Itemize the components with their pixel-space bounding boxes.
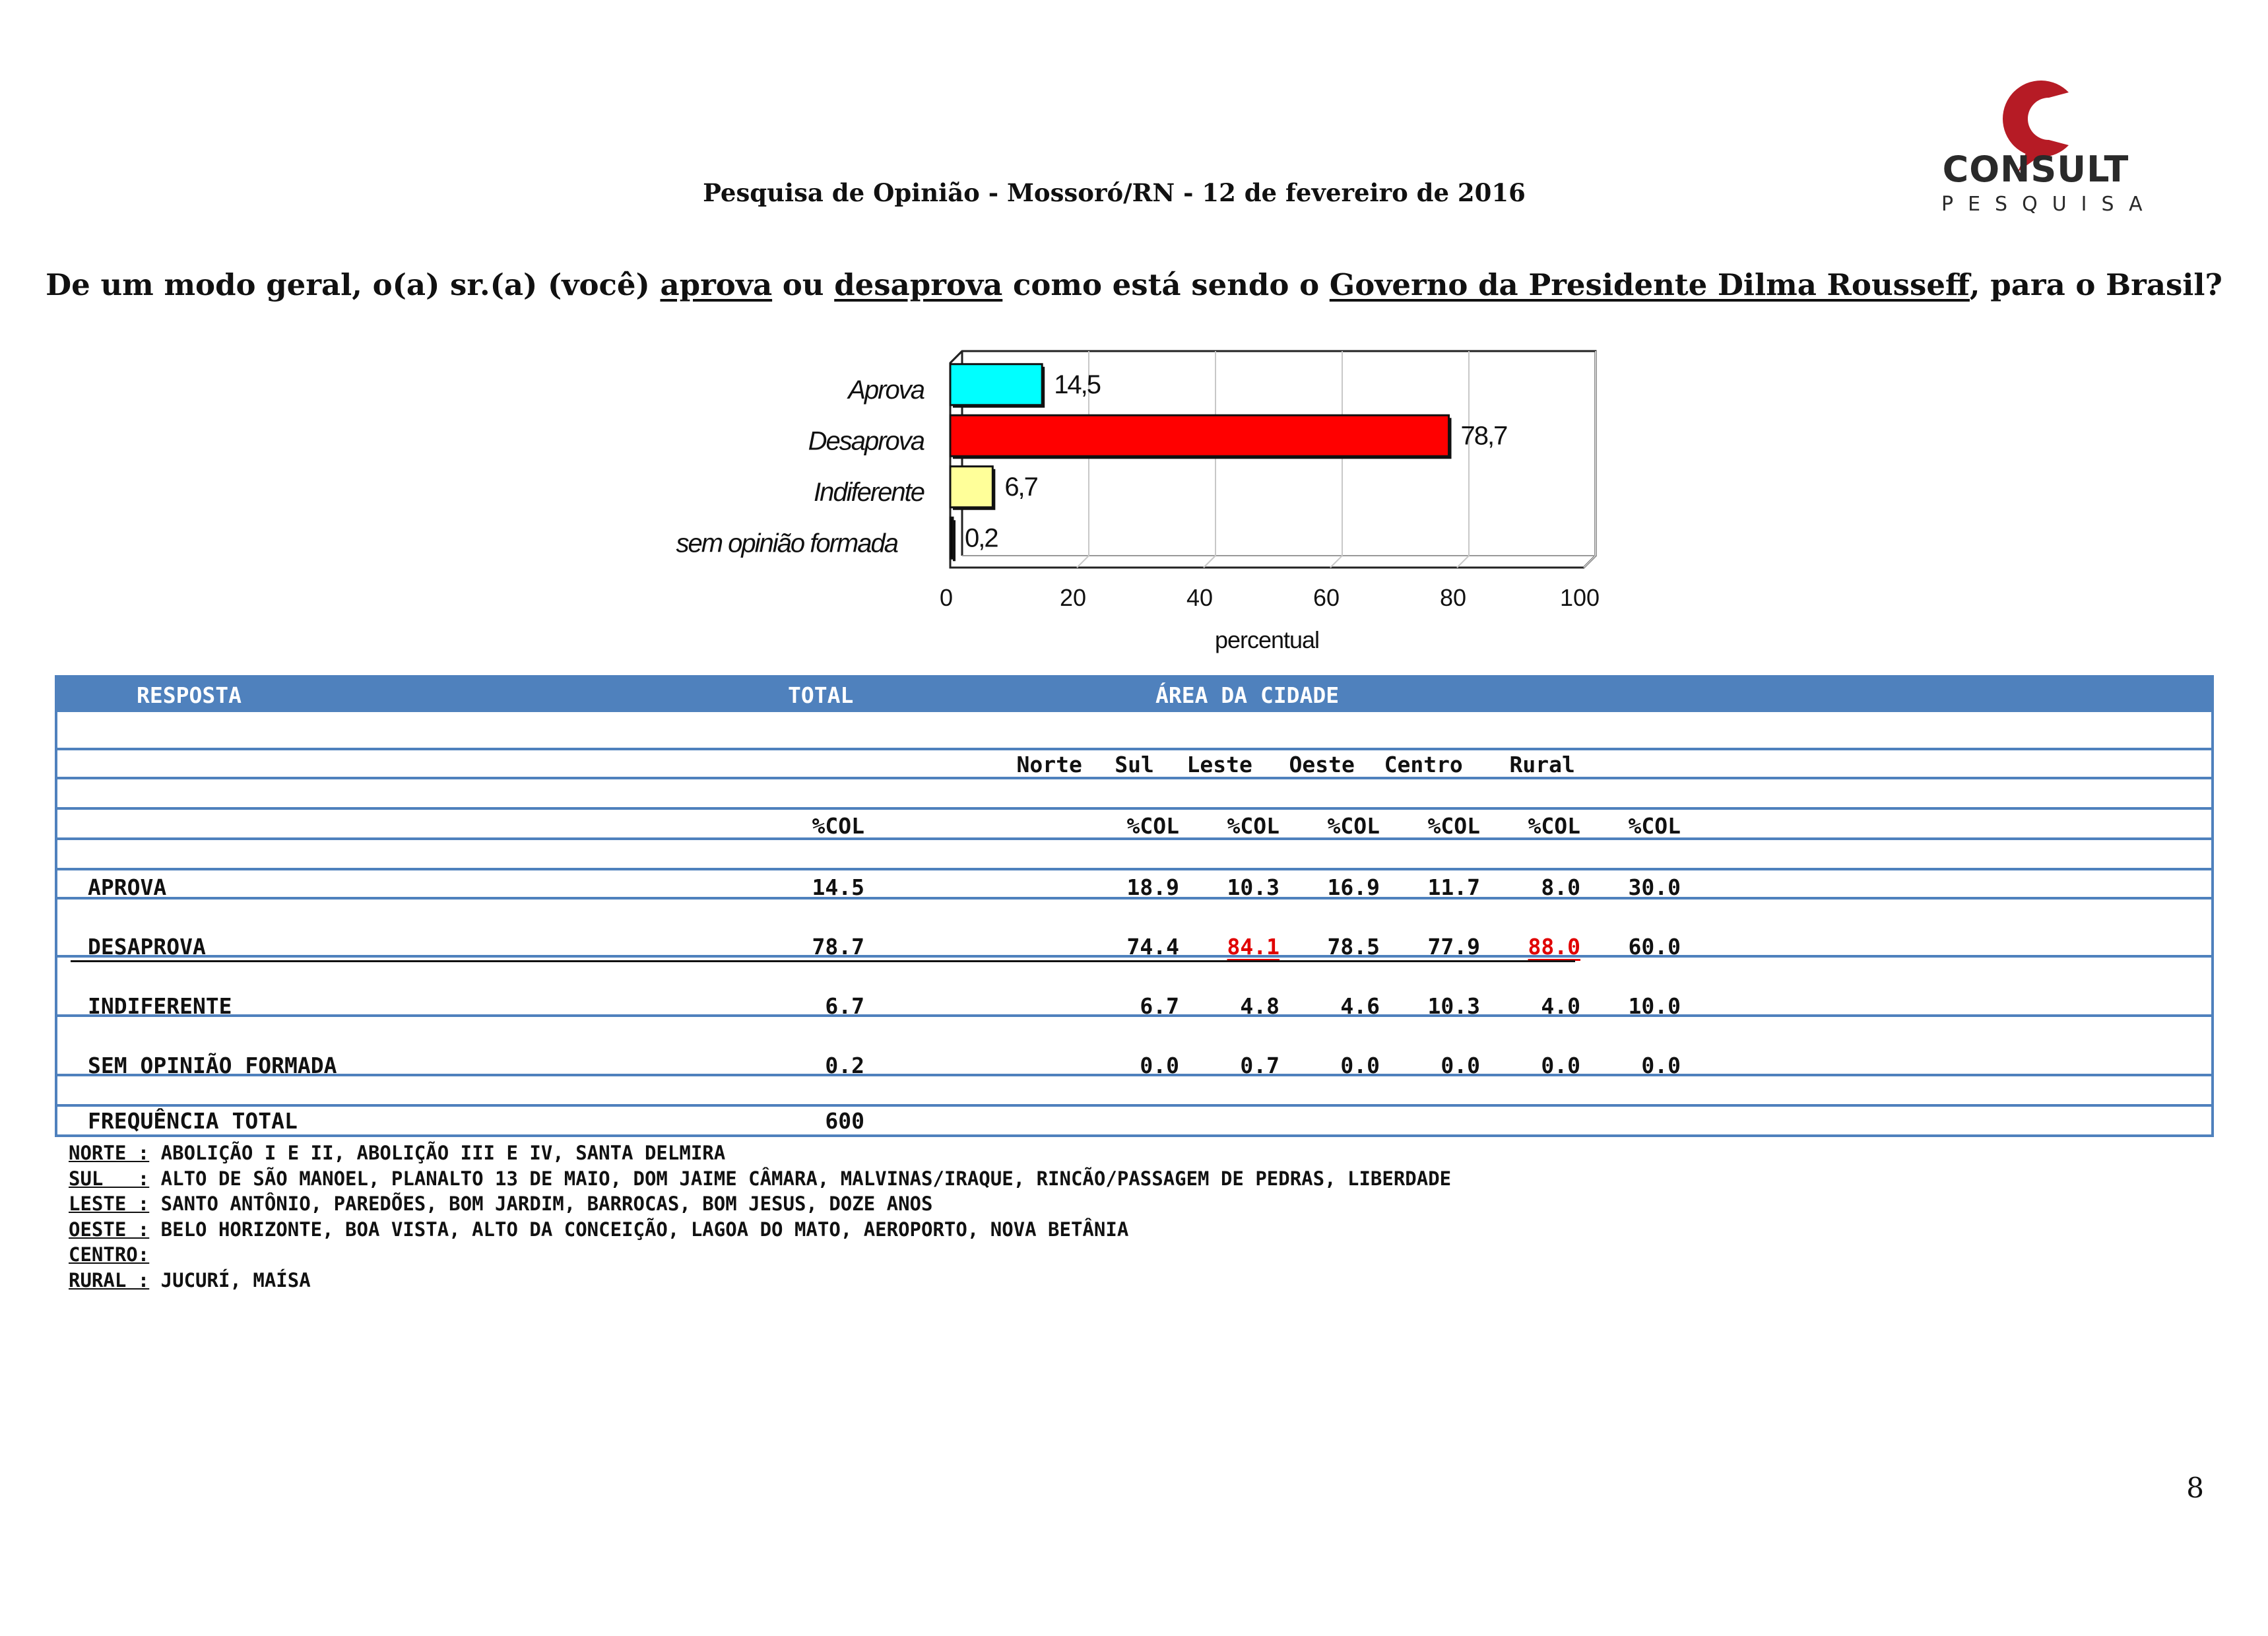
col-label-4: %COL [1528,813,1580,839]
area-name-centro: Centro [1384,752,1463,777]
col-label-5: %COL [1628,813,1681,839]
row-label: SEM OPINIÃO FORMADA [88,1053,337,1078]
header-total: TOTAL [788,682,854,708]
row-total: 0.2 [825,1053,864,1078]
area-name-rural: Rural [1509,752,1575,777]
freq-label: FREQUÊNCIA TOTAL [88,1108,298,1134]
cell-value: 0.0 [1641,1053,1681,1078]
bar-value-label: 14,5 [1054,370,1101,399]
col-label-0: %COL [1126,813,1179,839]
category-label: Desaprova [808,426,924,456]
note-text: BELO HORIZONTE, BOA VISTA, ALTO DA CONCEIÇÃO, LAGOA DO MATO, AEROPORTO, NOVA BETÂNIA [149,1218,1129,1241]
cell-value: 0.0 [1140,1053,1179,1078]
cell-value: 88.0 [1528,934,1580,960]
note-row [69,1191,1451,1217]
x-tick-label: 20 [1059,584,1087,611]
cell-value: 11.7 [1427,874,1480,900]
cell-value: 78.5 [1327,934,1380,960]
cell-value: 18.9 [1126,874,1179,900]
cell-value: 0.7 [1240,1053,1280,1078]
header-resposta: RESPOSTA [137,682,242,708]
col-label-2: %COL [1327,813,1380,839]
cell-value: 0.0 [1441,1053,1480,1078]
survey-question: De um modo geral, o(a) sr.(a) (você) aprova ou desaprova como está sendo o Governo da Presidente Dilma Rousseff, para o Brasil? [46,267,2222,302]
note-text: ALTO DE SÃO MANOEL, PLANALTO 13 DE MAIO, DOM JAIME CÂMARA, MALVINAS/IRAQUE, RINCÃO/PASSAGEM DE PEDRAS, LIBERDADE [149,1167,1452,1190]
row-total: 14.5 [812,874,864,900]
note-row [69,1166,1451,1192]
cell-value: 77.9 [1427,934,1480,960]
area-name-sul: Sul [1115,752,1154,777]
cell-value: 0.0 [1541,1053,1580,1078]
note-row [69,1242,1451,1268]
table-header [57,678,2211,712]
note-row [69,1268,1451,1293]
cell-value: 30.0 [1628,874,1681,900]
cell-value: 10.3 [1427,993,1480,1019]
note-key: RURAL : [69,1268,150,1292]
category-label: Indiferente [813,477,924,507]
cell-value: 10.0 [1628,993,1681,1019]
x-tick-label: 60 [1312,584,1340,611]
col-label-3: %COL [1427,813,1480,839]
x-tick-label: 0 [939,584,954,611]
note-key: LESTE : [69,1193,150,1215]
x-axis-label: percentual [1214,626,1320,653]
header-area: ÁREA DA CIDADE [1155,682,1340,708]
chart-frame [950,351,1596,568]
row-underline [71,960,1575,962]
bar-value-label: 6,7 [1004,472,1037,502]
row-label: DESAPROVA [88,934,206,960]
cell-value: 84.1 [1227,934,1280,960]
note-key: CENTRO: [69,1243,150,1266]
note-key: NORTE : [69,1142,150,1164]
cell-value: 4.0 [1541,993,1580,1019]
area-name-leste: Leste [1186,752,1252,777]
cell-value: 0.0 [1340,1053,1380,1078]
cell-value: 74.4 [1126,934,1179,960]
area-name-norte: Norte [1016,752,1082,777]
freq-value: 600 [825,1108,864,1134]
category-label: Aprova [848,375,924,405]
row-total: 78.7 [812,934,864,960]
x-tick-label: 80 [1439,584,1467,611]
note-row [69,1140,1451,1166]
note-text: JUCURÍ, MAÍSA [149,1268,311,1292]
note-key: OESTE : [69,1218,150,1241]
bar-1 [950,415,1449,456]
row-total: 6.7 [825,993,864,1019]
x-tick-label: 100 [1559,584,1600,611]
note-text: SANTO ANTÔNIO, PAREDÕES, BOM JARDIM, BARROCAS, BOM JESUS, DOZE ANOS [149,1193,933,1215]
area-name-oeste: Oeste [1289,752,1355,777]
bar-3 [950,517,953,558]
approval-bar-chart [647,337,1623,653]
cell-value: 4.8 [1240,993,1280,1019]
results-table [55,675,2214,1137]
cell-value: 60.0 [1628,934,1681,960]
cell-value: 16.9 [1327,874,1380,900]
bar-0 [950,364,1042,405]
brand-name: CONSULT [1942,148,2129,190]
region-notes [69,1140,1451,1293]
cell-value: 8.0 [1541,874,1580,900]
category-label: sem opinião formada [676,529,897,558]
cell-value: 4.6 [1340,993,1380,1019]
bar-2 [950,467,992,507]
cell-value: 6.7 [1140,993,1179,1019]
col-label-1: %COL [1227,813,1280,839]
x-tick-label: 40 [1186,584,1214,611]
page-subtitle: Pesquisa de Opinião - Mossoró/RN - 12 de fevereiro de 2016 [703,178,1526,207]
cell-value: 10.3 [1227,874,1280,900]
note-row [69,1217,1451,1243]
row-label: APROVA [88,874,167,900]
col-label-total: %COL [812,813,864,839]
bar-value-label: 0,2 [965,523,998,553]
note-text: ABOLIÇÃO I E II, ABOLIÇÃO III E IV, SANTA DELMIRA [149,1142,726,1164]
bar-value-label: 78,7 [1460,421,1507,451]
note-key: SUL : [69,1167,150,1190]
row-label: INDIFERENTE [88,993,232,1019]
page-number: 8 [2186,1472,2204,1504]
brand-tagline: PESQUISA [1941,193,2157,216]
